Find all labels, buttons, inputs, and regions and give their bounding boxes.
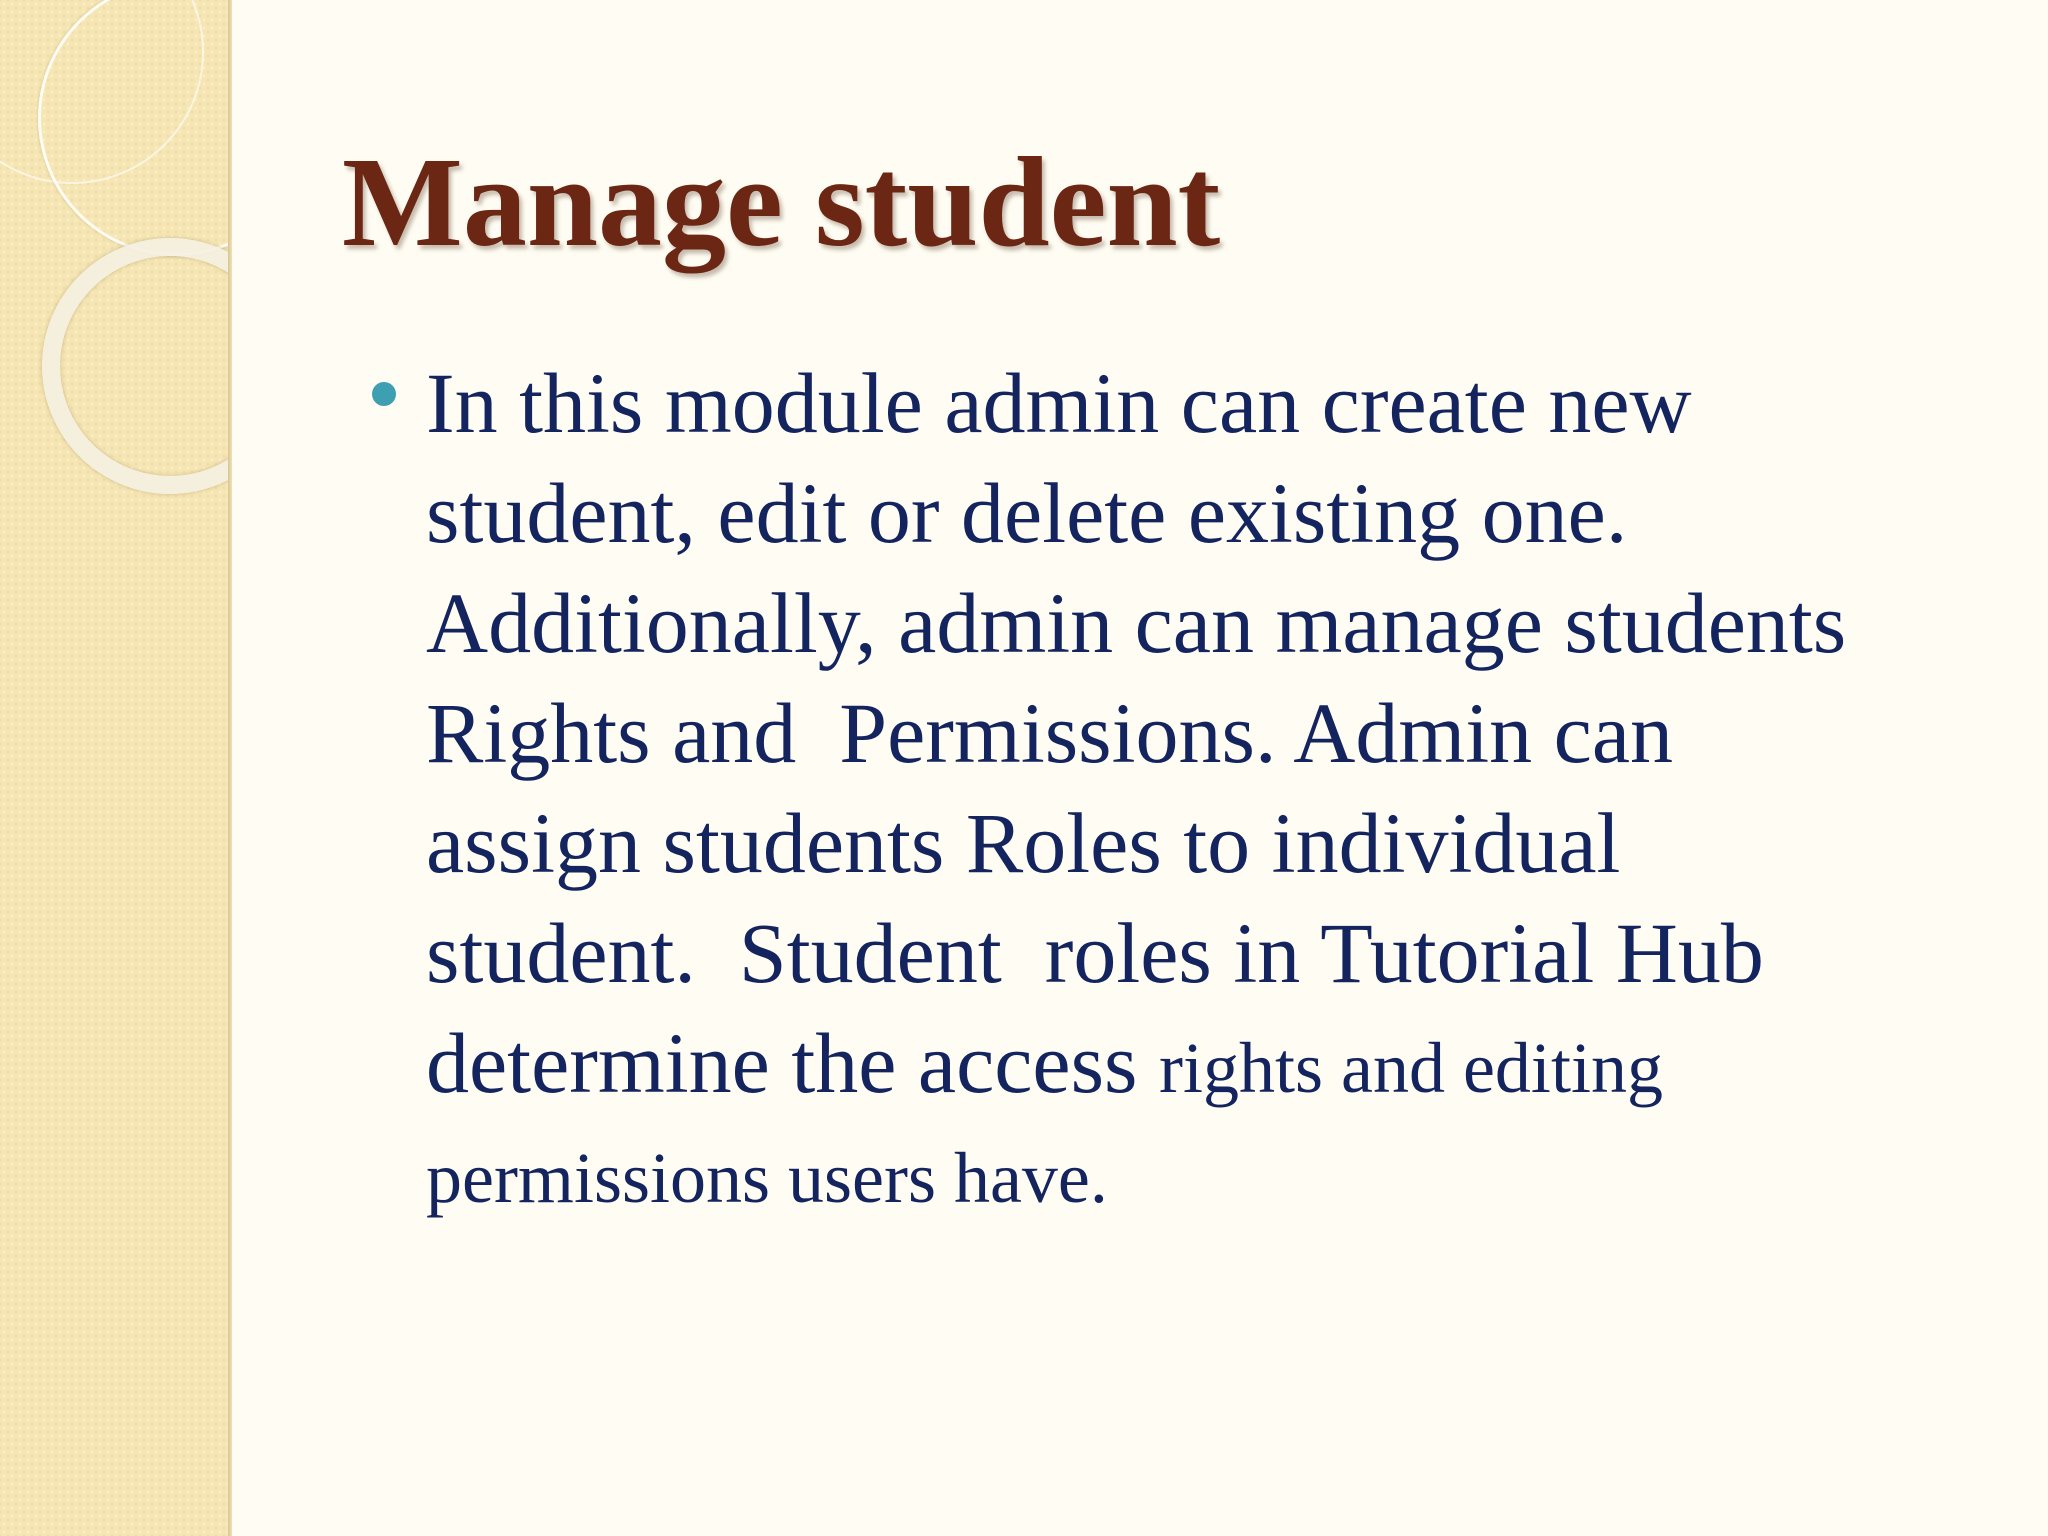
bullet-line-6: student. Student roles in Tutorial Hub (426, 905, 1764, 1001)
bullet-line-5: assign students Roles to individual (426, 795, 1621, 891)
bullet-line-3: Additionally, admin can manage students (426, 575, 1847, 671)
bullet-line-4: Rights and Permissions. Admin can (426, 685, 1673, 781)
bullet-line-8: permissions users have. (426, 1138, 1108, 1218)
bullet-line-7-small: rights and editing (1159, 1028, 1663, 1108)
slide-content (372, 348, 1972, 1233)
bullet-line-2: student, edit or delete existing one. (426, 465, 1628, 561)
bullet-line-7 (426, 1008, 1972, 1123)
slide-title: Manage student (342, 131, 1221, 273)
decorative-ring-large (38, 0, 228, 256)
decorative-sidebar (0, 0, 228, 1536)
bullet-line-1: In this module admin can create new (426, 355, 1692, 451)
bullet-dot-icon (372, 382, 396, 406)
sidebar-edge (228, 0, 232, 1536)
bullet-item (372, 348, 1972, 1233)
decorative-ring-small (42, 238, 228, 494)
bullet-line-7-large: determine the access (426, 1015, 1160, 1111)
bullet-list (372, 348, 1972, 1233)
